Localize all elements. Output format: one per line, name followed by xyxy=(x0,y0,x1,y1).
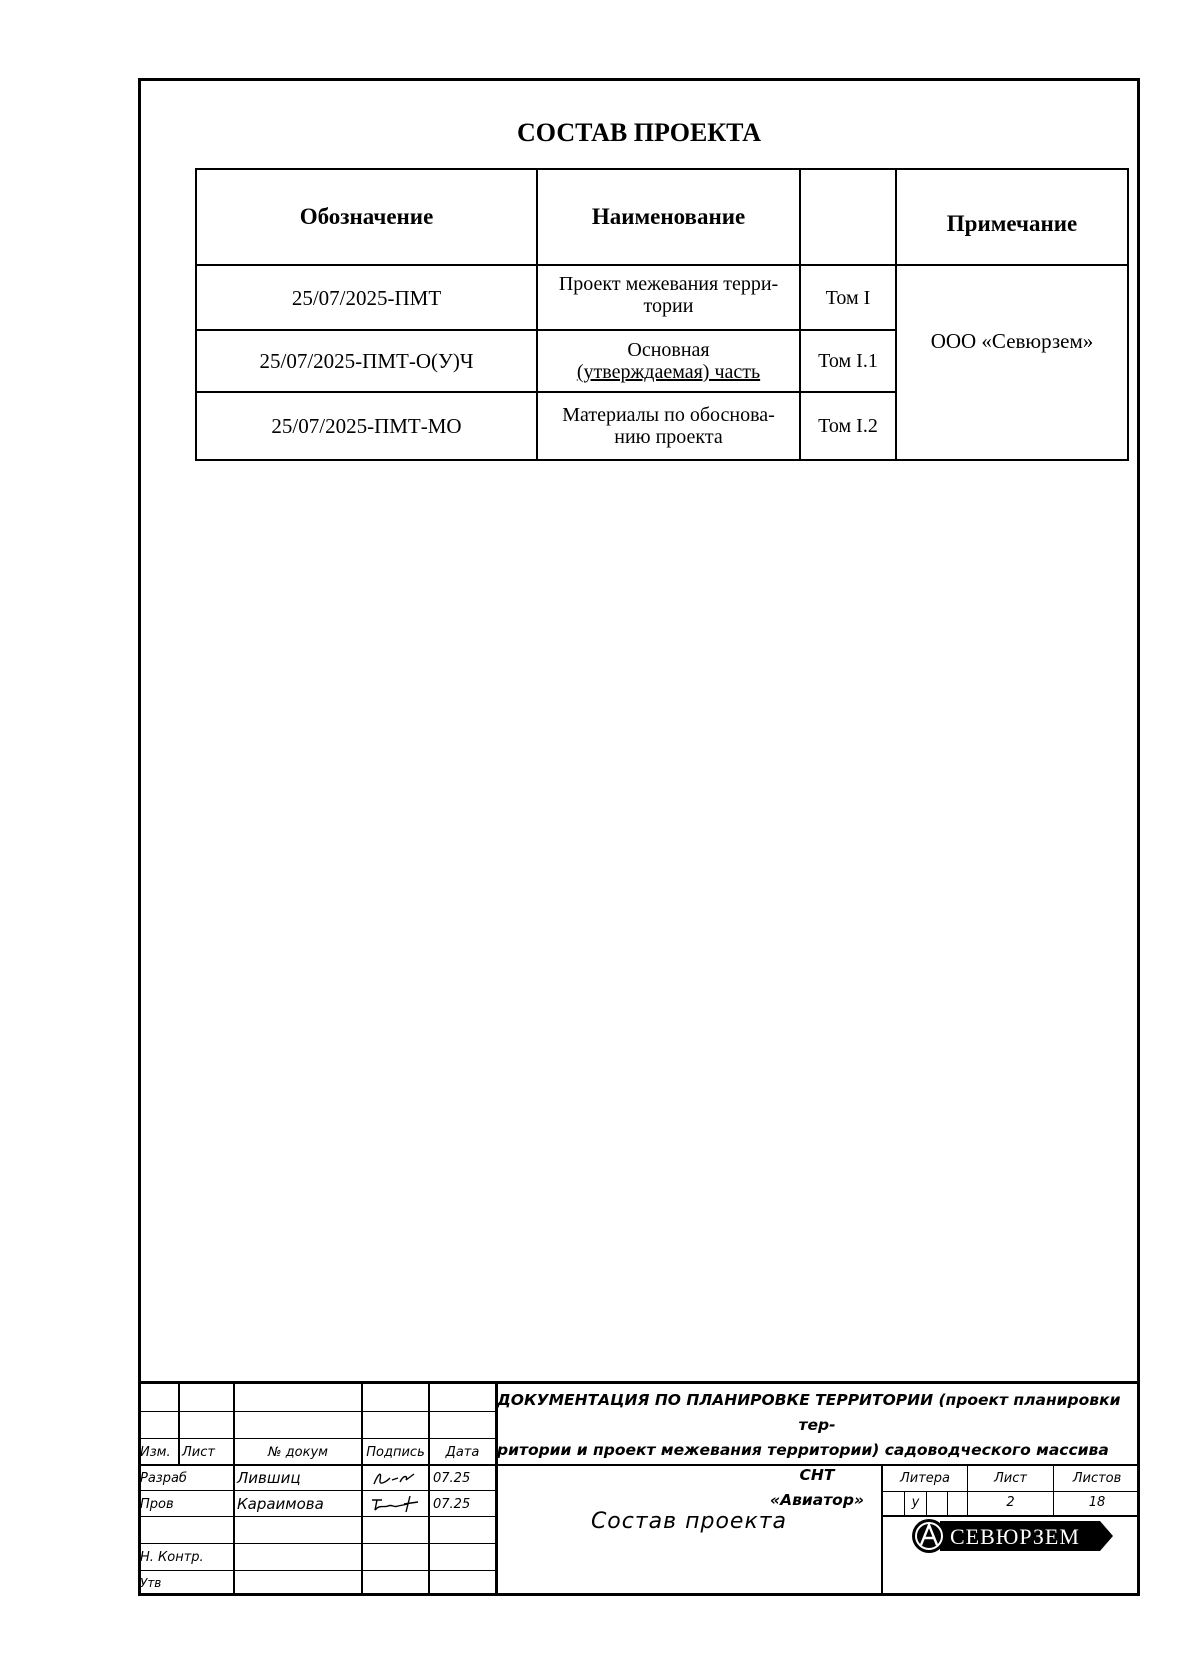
title-block xyxy=(138,1381,1140,1596)
role-norm-control: Н. Контр. xyxy=(140,1550,204,1565)
company-logo xyxy=(910,1517,1115,1555)
row-name xyxy=(537,330,800,392)
stage-sheet-header: Лист xyxy=(994,1471,1027,1486)
col-date: Дата xyxy=(445,1445,480,1460)
row-name xyxy=(537,265,800,330)
row-volume: Том I.1 xyxy=(800,330,896,392)
row-name-line2: тории xyxy=(643,294,694,317)
row-name xyxy=(537,392,800,460)
role-approved: Утв xyxy=(140,1576,162,1590)
checker-date: 07.25 xyxy=(433,1497,471,1512)
page-title: СОСТАВ ПРОЕКТА xyxy=(517,118,761,147)
row-note: ООО «Севюрзем» xyxy=(896,265,1128,460)
project-title-line2: ритории и проект межевания территории) садоводческого массива СНТ xyxy=(497,1441,1109,1484)
col-signature: Подпись xyxy=(366,1445,425,1460)
row-name-line2: нию проекта xyxy=(614,426,723,448)
row-name-line1: Материалы по обоснова- xyxy=(562,404,775,426)
developer-date: 07.25 xyxy=(433,1471,471,1486)
row-volume: Том I.2 xyxy=(800,392,896,460)
composition-table xyxy=(195,168,1129,461)
role-developer: Разраб xyxy=(140,1471,187,1486)
stage-sheet-value: 2 xyxy=(1006,1495,1015,1510)
stage-litera-value: у xyxy=(911,1495,920,1510)
table-row xyxy=(196,265,1128,330)
header-designation: Обозначение xyxy=(196,169,537,265)
sheet-name: Состав проекта xyxy=(590,1509,788,1534)
row-name-line2: (утверждаемая) часть xyxy=(576,361,761,383)
header-note: Примечание xyxy=(896,169,1128,265)
row-code: 25/07/2025-ПМТ-МО xyxy=(196,392,537,460)
row-name-line1: Основная xyxy=(627,339,710,361)
table-header-row xyxy=(196,169,1128,265)
developer-signature xyxy=(370,1468,420,1488)
developer-name: Лившиц xyxy=(237,1469,301,1487)
project-title-line3: «Авиатор» xyxy=(770,1491,864,1509)
checker-name: Караимова xyxy=(237,1495,324,1513)
row-code: 25/07/2025-ПМТ-О(У)Ч xyxy=(196,330,537,392)
header-name: Наименование xyxy=(537,169,800,265)
col-doc-no: № докум xyxy=(268,1445,328,1460)
project-title-line1: ДОКУМЕНТАЦИЯ ПО ПЛАНИРОВКЕ ТЕРРИТОРИИ (проект планировки тер- xyxy=(497,1391,1121,1434)
header-volume xyxy=(800,169,896,265)
logo-text: СЕВЮРЗЕМ xyxy=(950,1524,1080,1549)
stage-sheets-value: 18 xyxy=(1088,1495,1106,1510)
checker-signature xyxy=(368,1492,424,1514)
role-checker: Пров xyxy=(140,1497,174,1512)
row-code: 25/07/2025-ПМТ xyxy=(196,265,537,330)
col-izm: Изм. xyxy=(140,1445,171,1460)
row-volume: Том I xyxy=(800,265,896,330)
row-name-line1: Проект межевания терри- xyxy=(558,272,779,295)
stage-litera-header: Литера xyxy=(899,1471,950,1486)
col-list: Лист xyxy=(182,1445,215,1460)
stage-sheets-header: Листов xyxy=(1072,1471,1122,1486)
